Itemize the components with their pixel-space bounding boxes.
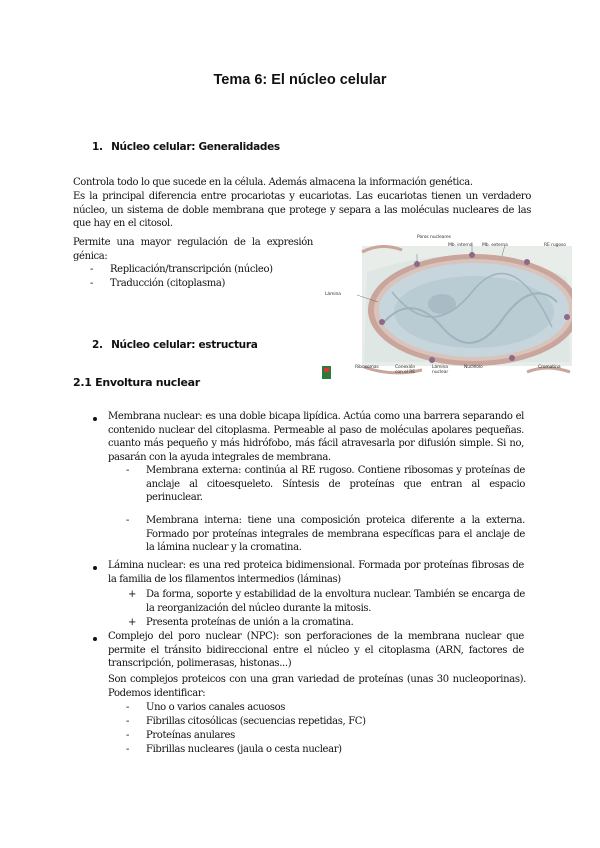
nucleus-diagram-image	[322, 232, 572, 387]
label-ribosomas: Ribosomas	[355, 365, 379, 370]
bullet-icon	[93, 637, 97, 641]
section-1-para-3: Permite una mayor regulación de la expresión génica:	[73, 237, 313, 262]
membrana-externa-text: Membrana externa: continúa al RE rugoso. Contiene ribosomas y proteínas de anclaje al citoesqueleto. Síntesis de proteínas que entran al espacio perinuclear.	[146, 465, 525, 503]
nucleus-diagram	[322, 232, 572, 387]
nuclear-pore	[564, 314, 570, 320]
section-2-1-heading: 2.1 Envoltura nuclear	[73, 376, 200, 389]
chromatin-region	[394, 276, 554, 348]
section-1-heading	[92, 141, 280, 153]
membrana-interna-text: Membrana interna: tiene una composición proteica diferente a la externa. Formado por proteínas integrales de membrana específicas para el anclaje de la lámina nuclear y la cromatina.	[146, 515, 525, 553]
section-2-number: 2.	[92, 339, 103, 351]
label-lamina: Lámina	[325, 292, 341, 297]
lamina-sub-1: Da forma, soporte y estabilidad de la envoltura nuclear. También se encarga de la reorganización del núcleo durante la mitosis.	[146, 589, 525, 614]
bullet-icon	[93, 417, 97, 421]
plus-icon: +	[128, 589, 137, 600]
poro-nuclear-text: Complejo del poro nuclear (NPC): son perforaciones de la membrana nuclear que permite el tránsito bidireccional entre el núcleo y el citoplasma (ARN, factores de transcripción, polimerasas, histonas...)	[108, 631, 524, 669]
section-1-para-2: Es la principal diferencia entre procariotas y eucariotas. Las eucariotas tienen un verdadero núcleo, un sistema de doble membrana que protege y separa a las moléculas nucleares de las que hay en el citosol.	[73, 191, 531, 229]
section-2-title: Núcleo celular: estructura	[111, 339, 258, 351]
plus-icon: +	[128, 617, 137, 628]
lamina-nuclear-text: Lámina nuclear: es una red proteica bidimensional. Formada por proteínas fibrosas de la familia de los filamentos intermedios (láminas)	[108, 560, 524, 585]
label-conexion: Conexión con el RE	[395, 365, 416, 375]
publisher-logo-mark	[324, 368, 329, 372]
page: Tema 6: El núcleo celular 1. Núcleo celular: Generalidades Controla todo lo que sucede en la célula. Además almacena la información genética. Es la principal diferencia entre procariotas y eucariotas. Las eucariotas tienen un verdadero núcleo, un sistema de doble membrana que protege y separa a las moléculas nucleares de las que hay en el citosol. Permite una mayor regulación de la expresión génica: - Replicación/transcripción (núcleo) - Traducción (citoplasma) Poros nucleares Mb. interna Mb. externa RE rugoso Lámina Ribosomas Conexión con el RE Lámina nuclear Nucléolo Cromatina 2. Núcleo celular: estructura 2.1 Envoltura nuclear Membrana nuclear: es una doble bicapa lipídica. Actúa como una barrera separando el contenido nuclear del citoplasma. Permeable al paso de moléculas apolares pequeñas. cuanto más pequeño y más hidrófobo, más fácil atravesarla por difusión simple. Si no, pasarán con la ayuda integrales de membrana. - Membrana externa: continúa al RE rugoso. Contiene ribosomas y proteínas de anclaje al citoesqueleto. Síntesis de proteínas que entran al espacio perinuclear. - Membrana interna: tiene una composición proteica diferente a la externa. Formado por proteínas integrales de membrana específicas para el anclaje de la lámina nuclear y la cromatina. Lámina nuclear: es una red proteica bidimensional. Formada por proteínas fibrosas de la familia de los filamentos intermedios (láminas) + Da forma, soporte y estabilidad de la envoltura nuclear. También se encarga de la reorganización del núcleo durante la mitosis. + Presenta proteínas de unión a la cromatina. Complejo del poro nuclear (NPC): son perforaciones de la membrana nuclear que permite el tránsito bidireccional entre el núcleo y el citoplasma (ARN, factores de transcripción, polimerasas, histonas...) Son complejos proteicos con una gran variedad de proteínas (unas 30 nucleoporinas). Podemos identificar: - Uno o varios canales acuosos - Fibrillas citosólicas (secuencias repetidas, FC) - Proteínas anulares - Fibrillas nucleares (jaula o cesta nuclear)	[0, 0, 600, 848]
label-lamina-nuclear: Lámina nuclear	[432, 365, 449, 375]
poro-nuclear-extra: Son complejos proteicos con una gran variedad de proteínas (unas 30 nucleoporinas). Podemos identificar:	[108, 674, 526, 699]
membrana-nuclear-text: Membrana nuclear: es una doble bicapa lipídica. Actúa como una barrera separando el contenido nuclear del citoplasma. Permeable al paso de moléculas apolares pequeñas. cuanto más pequeño y más hidrófobo, más fácil atravesarla por difusión simple. Si no, pasarán con la ayuda integrales de membrana.	[108, 411, 524, 463]
nuclear-pore	[509, 355, 515, 361]
nuclear-pore	[379, 319, 385, 325]
label-mb-externa: Mb. externa	[482, 243, 508, 248]
section-2-heading	[92, 339, 258, 351]
bullet-icon	[93, 566, 97, 570]
section-1-title: Núcleo celular: Generalidades	[111, 141, 280, 153]
label-nucleolo: Nucléolo	[464, 365, 483, 370]
nuclear-pore	[429, 357, 435, 363]
label-re: RE rugoso	[544, 243, 566, 248]
publisher-logo	[322, 366, 331, 379]
lamina-sub-2: Presenta proteínas de unión a la cromatina.	[146, 617, 354, 628]
nuclear-pore	[524, 259, 530, 265]
label-cromatina: Cromatina	[538, 365, 561, 370]
label-poros: Poros nucleares	[417, 235, 451, 240]
page-title: Tema 6: El núcleo celular	[213, 72, 387, 88]
label-mb-interna: Mb. interna	[448, 243, 473, 248]
section-1-number: 1.	[92, 141, 103, 153]
section-1-para-1: Controla todo lo que sucede en la célula. Además almacena la información genética.	[73, 177, 473, 188]
